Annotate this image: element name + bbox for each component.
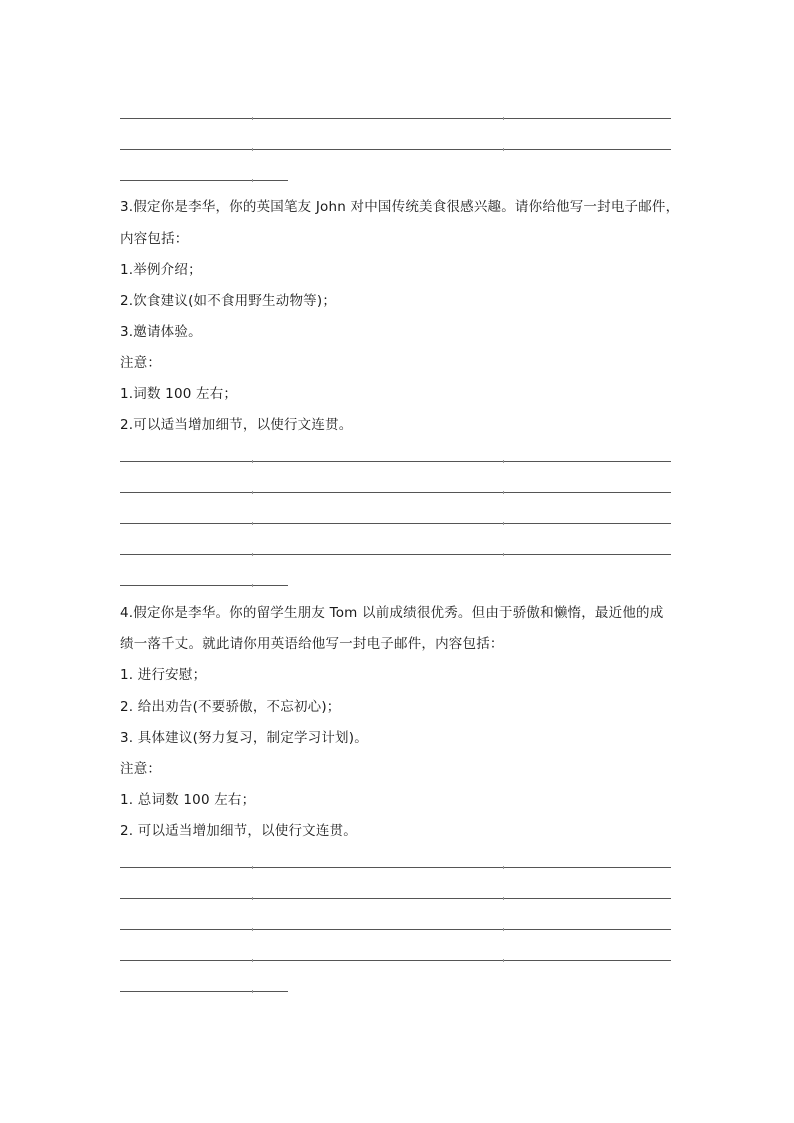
q3-note-2: 2.可以适当增加细节，以使行文连贯。 [120,417,353,433]
q3-item-3: 3.邀请体验。 [120,324,202,340]
q3-note-label: 注意： [120,355,162,371]
q4-item-2: 2. 给出劝告(不要骄傲，不忘初心)； [120,699,341,715]
q4-note-1: 1. 总词数 100 左右； [120,792,256,808]
answer-line-short [120,991,288,992]
answer-line [120,554,671,555]
q4-item-3: 3. 具体建议(努力复习，制定学习计划)。 [120,730,368,746]
answer-line-short [120,180,288,181]
answer-line [120,867,671,868]
q4-note-label: 注意： [120,761,162,777]
q3-title-line2: 内容包括： [120,231,189,247]
answer-line [120,929,671,930]
q3-item-1: 1.举例介绍； [120,262,202,278]
answer-line [120,118,671,119]
answer-line-short [120,585,288,586]
answer-line [120,898,671,899]
answer-line [120,492,671,493]
q3-title-line1: 3.假定你是李华，你的英国笔友 John 对中国传统美食很感兴趣。请你给他写一封电子邮件， [120,199,680,215]
q4-note-2: 2. 可以适当增加细节，以使行文连贯。 [120,823,357,839]
q4-title-line2: 绩一落千丈。就此请你用英语给他写一封电子邮件，内容包括： [120,636,504,652]
q3-item-2: 2.饮食建议(如不食用野生动物等)； [120,293,337,309]
q3-note-1: 1.词数 100 左右； [120,386,238,402]
answer-line [120,461,671,462]
answer-line [120,960,671,961]
answer-line [120,523,671,524]
answer-line [120,149,671,150]
q4-title-line1: 4.假定你是李华。你的留学生朋友 Tom 以前成绩很优秀。但由于骄傲和懒惰，最近他的成 [120,605,664,621]
q4-item-1: 1. 进行安慰； [120,667,207,683]
